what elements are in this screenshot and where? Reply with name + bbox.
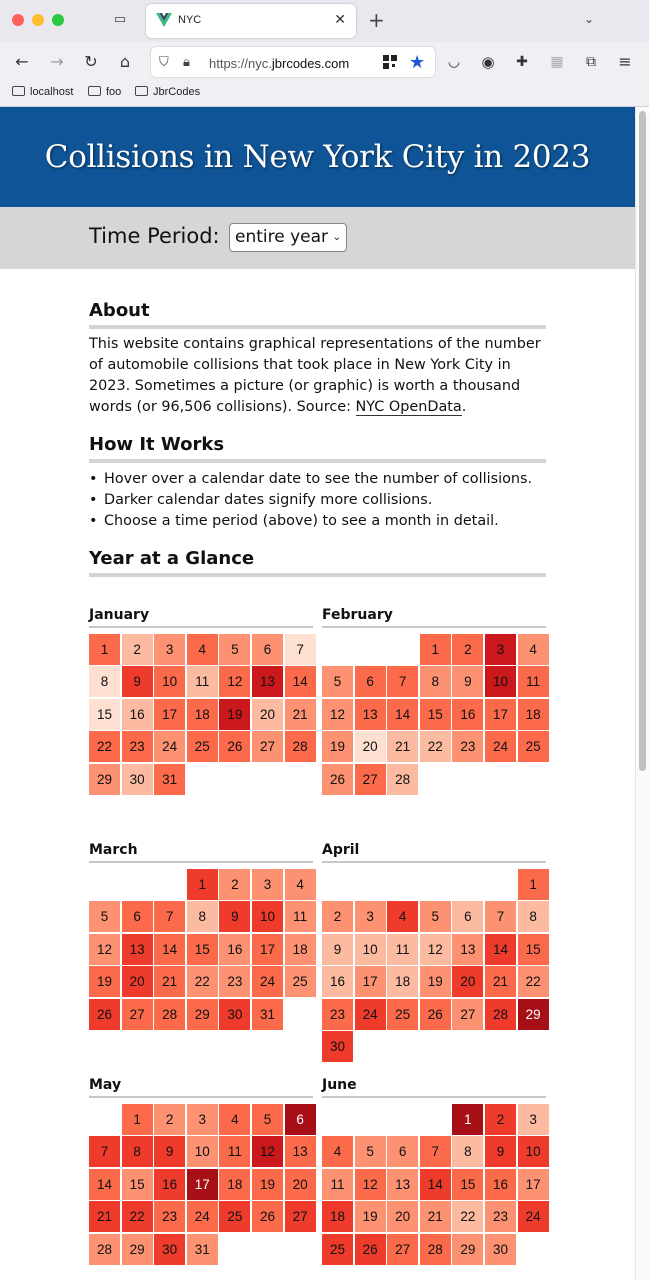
- calendar-day[interactable]: 15: [187, 934, 218, 965]
- extension-icon[interactable]: ▦: [550, 54, 564, 70]
- folder-icon: [88, 86, 101, 96]
- calendar-day[interactable]: 5: [420, 901, 451, 932]
- calendar-day[interactable]: 11: [219, 1136, 250, 1167]
- calendar-day[interactable]: 23: [322, 999, 353, 1030]
- calendar-day[interactable]: 9: [219, 901, 250, 932]
- calendar-day[interactable]: 8: [122, 1136, 153, 1167]
- bookmarks-bar: [0, 82, 649, 106]
- calendar-day[interactable]: 1: [187, 869, 218, 900]
- tab-bar: [0, 0, 649, 42]
- list-item: • Hover over a calendar date to see the number of collisions.: [89, 469, 546, 490]
- calendar-day[interactable]: 5: [89, 901, 120, 932]
- calendar-day[interactable]: 24: [355, 999, 386, 1030]
- calendar-day[interactable]: 2: [452, 634, 483, 665]
- calendar-day[interactable]: 21: [285, 699, 316, 730]
- calendar-day[interactable]: 20: [452, 966, 483, 997]
- calendar-day[interactable]: 24: [518, 1201, 549, 1232]
- glance-title: Year at a Glance: [89, 548, 546, 577]
- calendar-day[interactable]: 24: [252, 966, 283, 997]
- calendar-day[interactable]: 28: [89, 1234, 120, 1265]
- calendar-day[interactable]: 8: [89, 666, 120, 697]
- glance-section: [89, 548, 546, 577]
- url-bar[interactable]: [150, 46, 436, 78]
- calendar-day[interactable]: 3: [355, 901, 386, 932]
- calendar-day[interactable]: 7: [485, 901, 516, 932]
- calendar-day[interactable]: 6: [122, 901, 153, 932]
- calendar-day[interactable]: 12: [355, 1169, 386, 1200]
- folder-icon: [135, 86, 148, 96]
- calendar-day[interactable]: 10: [518, 1136, 549, 1167]
- calendar-day[interactable]: 26: [355, 1234, 386, 1265]
- calendar-day[interactable]: 30: [485, 1234, 516, 1265]
- calendar-day[interactable]: 5: [252, 1104, 283, 1135]
- calendar-day[interactable]: 18: [518, 699, 549, 730]
- site-header: [0, 107, 635, 207]
- calendar-day[interactable]: 30: [154, 1234, 185, 1265]
- calendar-day[interactable]: 29: [518, 999, 549, 1030]
- calendar-day[interactable]: 10: [252, 901, 283, 932]
- folder-icon: [12, 86, 25, 96]
- puzzle-icon[interactable]: ⧉: [586, 54, 596, 70]
- calendar-day[interactable]: 17: [252, 934, 283, 965]
- time-period-select[interactable]: entire year ⌄: [229, 223, 347, 252]
- calendar-day[interactable]: 7: [89, 1136, 120, 1167]
- calendar-day[interactable]: 26: [252, 1201, 283, 1232]
- calendar-day[interactable]: 1: [420, 634, 451, 665]
- calendar-day[interactable]: 29: [452, 1234, 483, 1265]
- calendar-day[interactable]: 25: [219, 1201, 250, 1232]
- calendar-day[interactable]: 31: [154, 764, 185, 795]
- how-title: How It Works: [89, 434, 546, 463]
- scrollbar[interactable]: [635, 107, 649, 1280]
- calendar-day[interactable]: 6: [452, 901, 483, 932]
- forward-icon[interactable]: →: [50, 52, 64, 71]
- calendar-day[interactable]: 4: [322, 1136, 353, 1167]
- calendar-day[interactable]: 4: [285, 869, 316, 900]
- chevron-down-icon[interactable]: ⌄: [584, 12, 595, 26]
- calendar-day[interactable]: 23: [452, 731, 483, 762]
- pocket-icon[interactable]: ◡: [447, 54, 461, 70]
- month-february: [322, 607, 546, 804]
- calendar-day[interactable]: 22: [187, 966, 218, 997]
- menu-icon[interactable]: ≡: [618, 52, 632, 71]
- calendar-day[interactable]: 10: [154, 666, 185, 697]
- calendar-day[interactable]: 24: [154, 731, 185, 762]
- calendar-day[interactable]: 4: [518, 634, 549, 665]
- calendar-day[interactable]: 9: [452, 666, 483, 697]
- calendar-day[interactable]: 2: [154, 1104, 185, 1135]
- calendar-day[interactable]: 4: [219, 1104, 250, 1135]
- calendar-day[interactable]: 31: [252, 999, 283, 1030]
- calendar-day[interactable]: 17: [187, 1169, 218, 1200]
- calendar-day[interactable]: 30: [219, 999, 250, 1030]
- calendar-day[interactable]: 7: [285, 634, 316, 665]
- month-january: [89, 607, 313, 804]
- calendar-day[interactable]: 18: [285, 934, 316, 965]
- page: [0, 107, 635, 1280]
- browser-tab[interactable]: [146, 4, 356, 38]
- calendar-day[interactable]: 25: [285, 966, 316, 997]
- calendar-day[interactable]: 25: [518, 731, 549, 762]
- calendar-day[interactable]: 20: [285, 1169, 316, 1200]
- calendar-day[interactable]: 21: [387, 731, 418, 762]
- shield-icon[interactable]: ⛉: [159, 55, 169, 70]
- calendar-day[interactable]: 16: [452, 699, 483, 730]
- calendar-day[interactable]: 11: [187, 666, 218, 697]
- bookmark-foo[interactable]: foo: [88, 86, 121, 98]
- how-list: [89, 469, 546, 532]
- calendar-day[interactable]: 1: [452, 1104, 483, 1135]
- calendar-day[interactable]: 11: [518, 666, 549, 697]
- calendar-day[interactable]: 3: [485, 634, 516, 665]
- calendar-day[interactable]: 3: [187, 1104, 218, 1135]
- calendar-day[interactable]: 13: [285, 1136, 316, 1167]
- calendar-day[interactable]: 16: [219, 934, 250, 965]
- calendar-day[interactable]: 27: [285, 1201, 316, 1232]
- how-section: [89, 434, 546, 532]
- calendar-day[interactable]: 22: [89, 731, 120, 762]
- about-title: About: [89, 300, 546, 329]
- account-icon[interactable]: ◉: [481, 53, 495, 71]
- calendar-day[interactable]: 22: [452, 1201, 483, 1232]
- calendar-day[interactable]: 3: [154, 634, 185, 665]
- list-item: • Darker calendar dates signify more collisions.: [89, 490, 546, 511]
- calendar-day[interactable]: 2: [219, 869, 250, 900]
- calendar-day[interactable]: 10: [355, 934, 386, 965]
- chevron-down-icon: ⌄: [332, 232, 341, 243]
- calendar-day[interactable]: 19: [89, 966, 120, 997]
- month-title: May: [89, 1077, 313, 1098]
- back-icon[interactable]: ←: [15, 52, 29, 71]
- bookmark-jbrcodes[interactable]: JbrCodes: [135, 86, 200, 98]
- calendar-day[interactable]: 11: [387, 934, 418, 965]
- calendar-day[interactable]: 1: [89, 634, 120, 665]
- calendar-day[interactable]: 4: [187, 634, 218, 665]
- calendar-grid: [89, 869, 313, 1039]
- calendar-day[interactable]: 15: [122, 1169, 153, 1200]
- calendar-day[interactable]: 17: [518, 1169, 549, 1200]
- vue-logo-icon: [156, 13, 172, 27]
- calendar-day[interactable]: 12: [420, 934, 451, 965]
- page-title: Collisions in New York City in 2023: [44, 139, 591, 175]
- calendar-day[interactable]: 23: [219, 966, 250, 997]
- calendar-day[interactable]: 19: [355, 1201, 386, 1232]
- calendar-day[interactable]: 14: [485, 934, 516, 965]
- calendar-day[interactable]: 21: [154, 966, 185, 997]
- calendar-day[interactable]: 4: [387, 901, 418, 932]
- month-title: February: [322, 607, 546, 628]
- calendar-day[interactable]: 14: [420, 1169, 451, 1200]
- calendar-day[interactable]: 2: [322, 901, 353, 932]
- calendar-grid: [89, 1104, 313, 1274]
- calendar-day[interactable]: 27: [355, 764, 386, 795]
- calendar-day[interactable]: 30: [322, 1031, 353, 1062]
- calendar-day[interactable]: 11: [285, 901, 316, 932]
- calendar-day[interactable]: 27: [252, 731, 283, 762]
- calendar-day[interactable]: 19: [252, 1169, 283, 1200]
- time-period-bar: [0, 207, 635, 269]
- calendar-day[interactable]: 27: [387, 1234, 418, 1265]
- calendar-day[interactable]: 9: [154, 1136, 185, 1167]
- calendar-day[interactable]: 29: [122, 1234, 153, 1265]
- calendar-day[interactable]: 26: [219, 731, 250, 762]
- calendar-day[interactable]: 22: [420, 731, 451, 762]
- calendar-day[interactable]: 23: [485, 1201, 516, 1232]
- calendar-day[interactable]: 21: [89, 1201, 120, 1232]
- calendar-day[interactable]: 28: [285, 731, 316, 762]
- calendar-day[interactable]: 3: [518, 1104, 549, 1135]
- calendar-day[interactable]: 27: [452, 999, 483, 1030]
- calendar-day[interactable]: 19: [322, 731, 353, 762]
- calendar-day[interactable]: 3: [252, 869, 283, 900]
- calendar-day[interactable]: 24: [485, 731, 516, 762]
- calendar-day[interactable]: 25: [387, 999, 418, 1030]
- month-june: [322, 1077, 546, 1274]
- calendar-day[interactable]: 28: [485, 999, 516, 1030]
- calendar-day[interactable]: 23: [122, 731, 153, 762]
- new-tab-icon[interactable]: +: [368, 8, 385, 32]
- home-icon[interactable]: ⌂: [119, 52, 131, 71]
- calendar-day[interactable]: 12: [89, 934, 120, 965]
- calendar-day[interactable]: 13: [452, 934, 483, 965]
- calendar-day[interactable]: 25: [187, 731, 218, 762]
- reload-icon[interactable]: ↻: [84, 52, 98, 71]
- calendar-day[interactable]: 21: [420, 1201, 451, 1232]
- calendar-day[interactable]: 7: [154, 901, 185, 932]
- calendar-day[interactable]: 25: [322, 1234, 353, 1265]
- calendar-day[interactable]: 6: [285, 1104, 316, 1135]
- tab-title: NYC: [178, 14, 202, 26]
- calendar-grid: [322, 1104, 546, 1274]
- month-title: June: [322, 1077, 546, 1098]
- bookmark-localhost[interactable]: localhost: [12, 86, 73, 98]
- month-title: March: [89, 842, 313, 863]
- month-title: April: [322, 842, 546, 863]
- calendar-grid: [322, 869, 546, 1054]
- calendar-day[interactable]: 5: [219, 634, 250, 665]
- calendar-day[interactable]: 22: [122, 1201, 153, 1232]
- calendar-day[interactable]: 9: [322, 934, 353, 965]
- calendar-day[interactable]: 10: [485, 666, 516, 697]
- calendar-day[interactable]: 20: [387, 1201, 418, 1232]
- extensions-grid-icon[interactable]: ✚: [516, 54, 528, 70]
- calendar-day[interactable]: 1: [518, 869, 549, 900]
- calendar-day[interactable]: 14: [285, 666, 316, 697]
- source-link[interactable]: NYC OpenData: [355, 399, 462, 415]
- calendar-day[interactable]: 23: [154, 1201, 185, 1232]
- lock-icon[interactable]: 🔒︎: [183, 55, 190, 70]
- calendar-day[interactable]: 26: [420, 999, 451, 1030]
- qr-code-icon[interactable]: [383, 55, 397, 69]
- calendar-day[interactable]: 12: [219, 666, 250, 697]
- calendar-day[interactable]: 11: [322, 1169, 353, 1200]
- time-period-label: Time Period:: [89, 224, 220, 248]
- calendar-day[interactable]: 19: [420, 966, 451, 997]
- scroll-thumb[interactable]: [639, 111, 646, 771]
- minimize-window-button[interactable]: [32, 14, 44, 26]
- calendar-day[interactable]: 27: [122, 999, 153, 1030]
- calendar-day[interactable]: 9: [485, 1136, 516, 1167]
- calendar-day[interactable]: 5: [355, 1136, 386, 1167]
- calendar-day[interactable]: 8: [420, 666, 451, 697]
- calendar-day[interactable]: 5: [322, 666, 353, 697]
- calendar-day[interactable]: 14: [387, 699, 418, 730]
- calendar-day[interactable]: 12: [252, 1136, 283, 1167]
- calendar-day[interactable]: 17: [485, 699, 516, 730]
- calendar-day[interactable]: 17: [355, 966, 386, 997]
- calendar-day[interactable]: 18: [387, 966, 418, 997]
- calendar-day[interactable]: 29: [89, 764, 120, 795]
- calendar-day[interactable]: 12: [322, 699, 353, 730]
- calendar-day[interactable]: 18: [219, 1169, 250, 1200]
- close-window-button[interactable]: [12, 14, 24, 26]
- calendar-day[interactable]: 26: [89, 999, 120, 1030]
- calendar-day[interactable]: 8: [518, 901, 549, 932]
- month-title: January: [89, 607, 313, 628]
- nav-bar: [0, 42, 649, 82]
- calendar-day[interactable]: 6: [252, 634, 283, 665]
- month-may: [89, 1077, 313, 1274]
- calendar-day[interactable]: 21: [485, 966, 516, 997]
- calendar-day[interactable]: 20: [122, 966, 153, 997]
- url-text[interactable]: https://nyc.jbrcodes.com: [209, 56, 350, 71]
- maximize-window-button[interactable]: [52, 14, 64, 26]
- calendar-day[interactable]: 30: [122, 764, 153, 795]
- calendar-day[interactable]: 14: [89, 1169, 120, 1200]
- calendar-day[interactable]: 13: [387, 1169, 418, 1200]
- calendar-day[interactable]: 20: [355, 731, 386, 762]
- calendar-day[interactable]: 19: [219, 699, 250, 730]
- calendar-grid: [322, 634, 546, 804]
- month-march: [89, 842, 313, 1039]
- calendar-day[interactable]: 1: [122, 1104, 153, 1135]
- list-item: • Choose a time period (above) to see a month in detail.: [89, 511, 546, 532]
- calendar-day[interactable]: 2: [485, 1104, 516, 1135]
- calendar-day[interactable]: 6: [355, 666, 386, 697]
- calendar-grid: [89, 634, 313, 804]
- calendar-day[interactable]: 28: [154, 999, 185, 1030]
- calendar-day[interactable]: 15: [89, 699, 120, 730]
- calendar-day[interactable]: 29: [187, 999, 218, 1030]
- about-section: [89, 300, 546, 418]
- calendar-day[interactable]: 28: [387, 764, 418, 795]
- calendar-day[interactable]: 10: [187, 1136, 218, 1167]
- calendar-day[interactable]: 16: [322, 966, 353, 997]
- about-text: This website contains graphical representations of the number of automobile collisions that took place in New York City in 2023. Sometimes a picture (or graphic) is worth a thousand words (or 96,506 collisions). Source: NYC OpenData.: [89, 336, 541, 415]
- calendar-day[interactable]: 13: [122, 934, 153, 965]
- calendar-day[interactable]: 31: [187, 1234, 218, 1265]
- calendar-day[interactable]: 9: [122, 666, 153, 697]
- calendar-day[interactable]: 15: [420, 699, 451, 730]
- calendar-day[interactable]: 13: [355, 699, 386, 730]
- calendar-day[interactable]: 7: [387, 666, 418, 697]
- calendar-day[interactable]: 15: [452, 1169, 483, 1200]
- calendar-day[interactable]: 8: [187, 901, 218, 932]
- calendar-day[interactable]: 16: [122, 699, 153, 730]
- month-april: [322, 842, 546, 1054]
- calendar-day[interactable]: 7: [420, 1136, 451, 1167]
- browser-chrome: [0, 0, 649, 107]
- calendar-day[interactable]: 6: [387, 1136, 418, 1167]
- calendar-day[interactable]: 20: [252, 699, 283, 730]
- calendar-day[interactable]: 22: [518, 966, 549, 997]
- calendar-day[interactable]: 14: [154, 934, 185, 965]
- calendar-day[interactable]: 13: [252, 666, 283, 697]
- calendar-day[interactable]: 26: [322, 764, 353, 795]
- calendar-day[interactable]: 17: [154, 699, 185, 730]
- calendar-day[interactable]: 16: [154, 1169, 185, 1200]
- calendar-day[interactable]: 18: [187, 699, 218, 730]
- close-tab-icon[interactable]: ✕: [334, 12, 346, 28]
- calendar-day[interactable]: 8: [452, 1136, 483, 1167]
- tab-list-icon[interactable]: ▭: [113, 12, 127, 27]
- calendar-day[interactable]: 18: [322, 1201, 353, 1232]
- bookmark-star-icon[interactable]: ★: [409, 52, 426, 73]
- calendar-day[interactable]: 15: [518, 934, 549, 965]
- calendar-day[interactable]: 16: [485, 1169, 516, 1200]
- calendar-day[interactable]: 2: [122, 634, 153, 665]
- calendar-day[interactable]: 28: [420, 1234, 451, 1265]
- calendar-day[interactable]: 24: [187, 1201, 218, 1232]
